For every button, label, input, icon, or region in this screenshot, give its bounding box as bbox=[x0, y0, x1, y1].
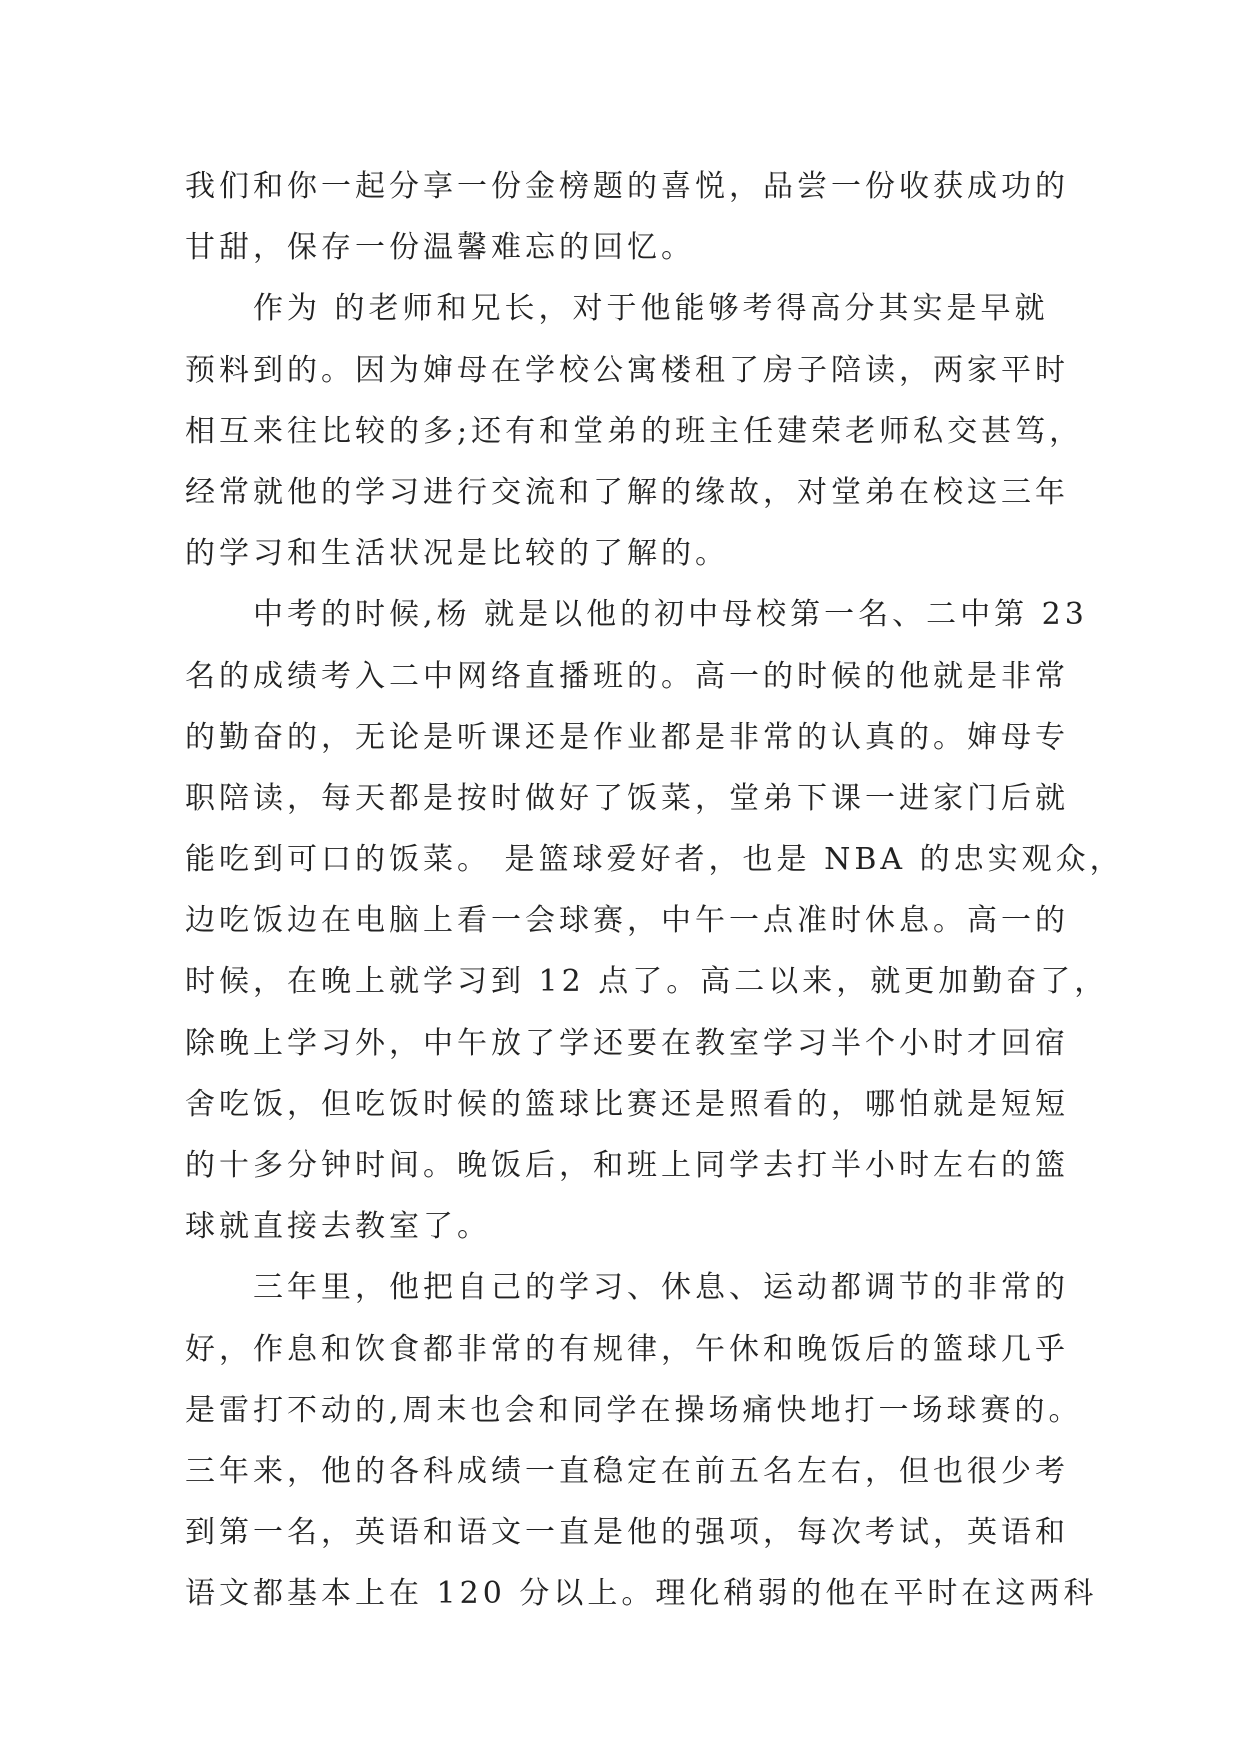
text-line: 职陪读，每天都是按时做好了饭菜，堂弟下课一进家门后就 bbox=[185, 780, 1069, 816]
text-line: 经常就他的学习进行交流和了解的缘故，对堂弟在校这三年 bbox=[185, 474, 1069, 510]
text-line: 好，作息和饮食都非常的有规律，午休和晚饭后的篮球几乎 bbox=[185, 1331, 1069, 1367]
text-line: 的学习和生活状况是比较的了解的。 bbox=[185, 536, 729, 572]
text-line: 舍吃饭，但吃饭时候的篮球比赛还是照看的，哪怕就是短短 bbox=[185, 1086, 1069, 1122]
text-line: 边吃饭边在电脑上看一会球赛，中午一点准时休息。高一的 bbox=[185, 903, 1069, 939]
paragraph-start-line: 作为 的老师和兄长，对于他能够考得高分其实是早就 bbox=[253, 291, 1049, 327]
text-line: 到第一名，英语和语文一直是他的强项，每次考试，英语和 bbox=[185, 1515, 1069, 1551]
text-line: 球就直接去教室了。 bbox=[185, 1209, 491, 1245]
text-line: 的勤奋的，无论是听课还是作业都是非常的认真的。婶母专 bbox=[185, 719, 1069, 755]
text-line: 相互来往比较的多;还有和堂弟的班主任建荣老师私交甚笃， bbox=[185, 413, 1084, 449]
text-line: 甘甜，保存一份温馨难忘的回忆。 bbox=[185, 230, 695, 266]
text-line: 预料到的。因为婶母在学校公寓楼租了房子陪读，两家平时 bbox=[185, 352, 1069, 388]
text-line: 时候，在晚上就学习到 12 点了。高二以来，就更加勤奋了， bbox=[185, 964, 1109, 1000]
text-line: 名的成绩考入二中网络直播班的。高一的时候的他就是非常 bbox=[185, 658, 1069, 694]
text-line: 除晚上学习外，中午放了学还要在教室学习半个小时才回宿 bbox=[185, 1025, 1069, 1061]
text-line: 能吃到可口的饭菜。 是篮球爱好者，也是 NBA 的忠实观众， bbox=[185, 842, 1124, 878]
body-text bbox=[185, 156, 1124, 1625]
paragraph-start-line: 中考的时候,杨 就是以他的初中母校第一名、二中第 23 bbox=[253, 597, 1088, 633]
text-line: 我们和你一起分享一份金榜题的喜悦，品尝一份收获成功的 bbox=[185, 169, 1069, 204]
text-line: 的十多分钟时间。晚饭后，和班上同学去打半小时左右的篮 bbox=[185, 1148, 1069, 1183]
text-line: 三年来，他的各科成绩一直稳定在前五名左右，但也很少考 bbox=[185, 1453, 1069, 1489]
text-line: 语文都基本上在 120 分以上。理化稍弱的他在平时在这两科 bbox=[185, 1576, 1098, 1612]
paragraph-start-line: 三年里，他把自己的学习、休息、运动都调节的非常的 bbox=[253, 1270, 1069, 1306]
text-line: 是雷打不动的,周末也会和同学在操场痛快地打一场球赛的。 bbox=[185, 1392, 1083, 1428]
